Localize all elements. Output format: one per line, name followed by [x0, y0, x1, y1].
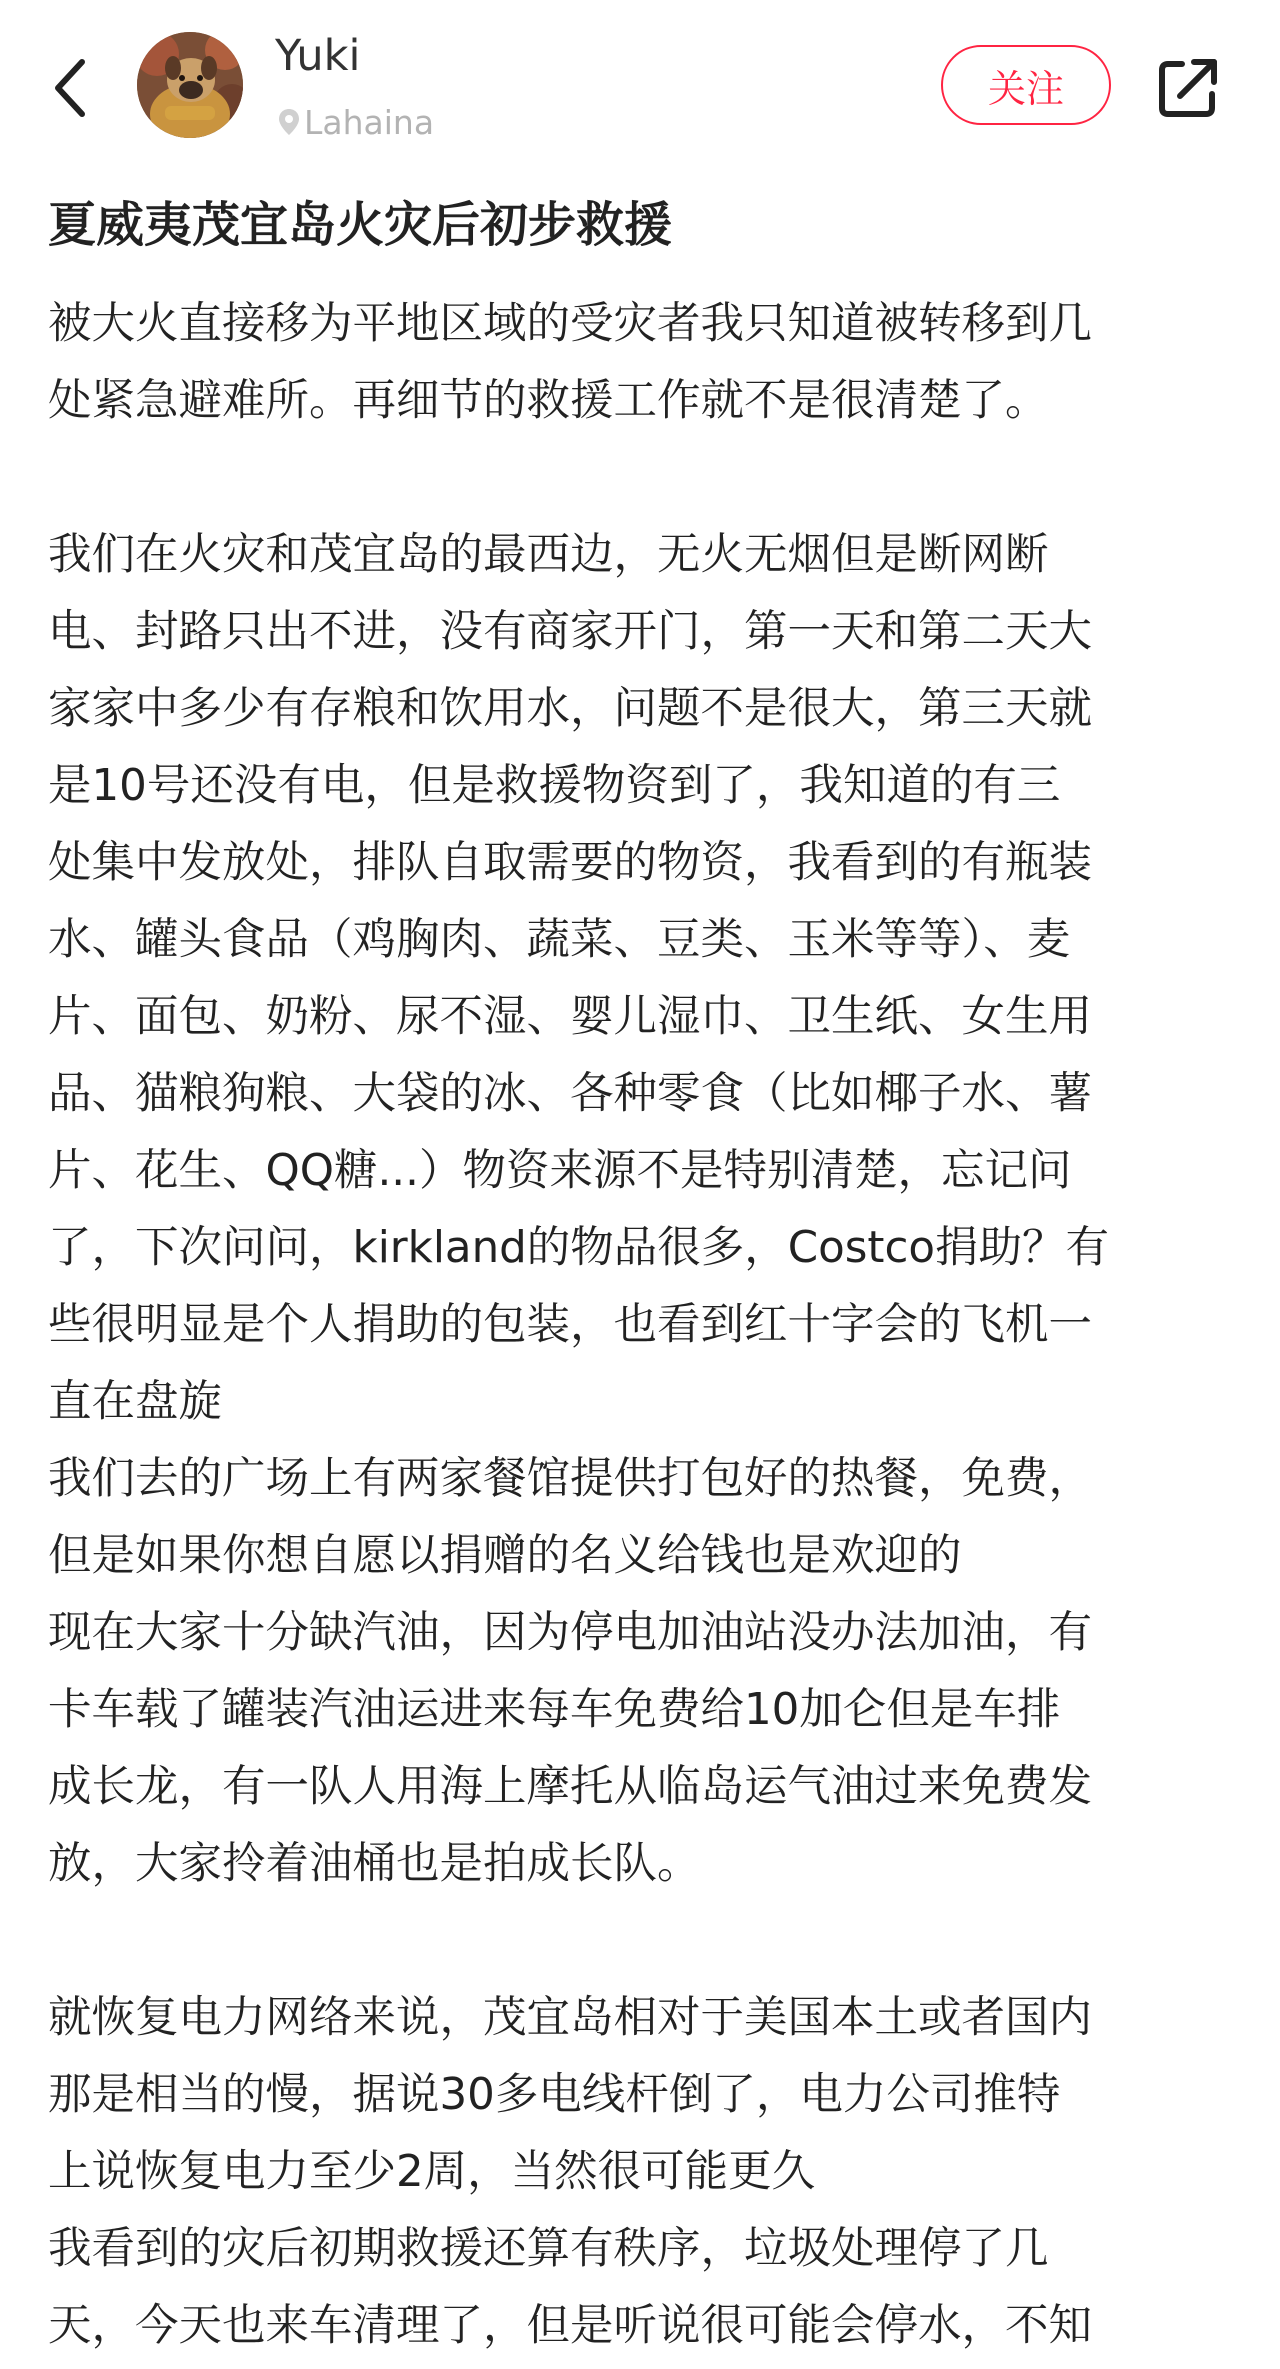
body-line: 处集中发放处，排队自取需要的物资，我看到的有瓶装	[48, 838, 1092, 888]
body-line: 了，下次问问，kirkland的物品很多，Costco捐助？有	[48, 1223, 1110, 1273]
body-line: 品、猫粮狗粮、大袋的冰、各种零食（比如椰子水、薯	[48, 1069, 1092, 1119]
body-line: 我们去的广场上有两家餐馆提供打包好的热餐，免费，	[48, 1454, 1092, 1504]
avatar[interactable]	[137, 32, 243, 138]
body-line: 电、封路只出不进，没有商家开门，第一天和第二天大	[48, 607, 1092, 657]
post-header	[0, 0, 1280, 170]
post-body	[48, 286, 1233, 2365]
body-line: 直在盘旋	[48, 1377, 222, 1427]
paragraph-spacer	[48, 1903, 1233, 1980]
post-title: 夏威夷茂宜岛火灾后初步救援	[48, 197, 673, 253]
avatar-image	[137, 32, 243, 138]
body-line: 就恢复电力网络来说，茂宜岛相对于美国本土或者国内	[48, 1993, 1092, 2043]
body-line: 水、罐头食品（鸡胸肉、蔬菜、豆类、玉米等等）、麦	[48, 915, 1071, 965]
body-line: 处紧急避难所。再细节的救援工作就不是很清楚了。	[48, 376, 1049, 426]
body-line: 家家中多少有存粮和饮用水，问题不是很大，第三天就	[48, 684, 1092, 734]
body-line: 我看到的灾后初期救援还算有秩序，垃圾处理停了几	[48, 2224, 1049, 2274]
body-line: 卡车载了罐装汽油运进来每车免费给10加仑但是车排	[48, 1685, 1061, 1735]
back-button[interactable]	[40, 48, 100, 128]
body-line: 被大火直接移为平地区域的受灾者我只知道被转移到几	[48, 299, 1092, 349]
follow-button[interactable]: 关注	[941, 45, 1111, 125]
body-line: 那是相当的慢，据说30多电线杆倒了，电力公司推特	[48, 2070, 1061, 2120]
share-button[interactable]	[1152, 52, 1224, 124]
username[interactable]: Yuki	[275, 31, 361, 81]
body-line: 天，今天也来车清理了，但是听说很可能会停水，不知	[48, 2301, 1092, 2351]
body-line: 片、面包、奶粉、尿不湿、婴儿湿巾、卫生纸、女生用	[48, 992, 1092, 1042]
body-line: 是10号还没有电，但是救援物资到了，我知道的有三	[48, 761, 1061, 811]
chevron-left-icon	[52, 56, 88, 120]
body-line: 现在大家十分缺汽油，因为停电加油站没办法加油，有	[48, 1608, 1092, 1658]
body-line: 上说恢复电力至少2周，当然很可能更久	[48, 2147, 816, 2197]
share-icon	[1152, 52, 1224, 124]
body-line: 些很明显是个人捐助的包装，也看到红十字会的飞机一	[48, 1300, 1092, 1350]
paragraph-spacer	[48, 440, 1233, 517]
body-line: 成长龙，有一队人用海上摩托从临岛运气油过来免费发	[48, 1762, 1092, 1812]
map-pin-icon	[278, 108, 300, 136]
body-line: 放，大家拎着油桶也是拍成长队。	[48, 1839, 701, 1889]
body-line: 我们在火灾和茂宜岛的最西边，无火无烟但是断网断	[48, 530, 1049, 580]
location-tag[interactable]	[278, 100, 434, 144]
body-line: 但是如果你想自愿以捐赠的名义给钱也是欢迎的	[48, 1531, 962, 1581]
body-line: 片、花生、QQ糖...）物资来源不是特别清楚，忘记问	[48, 1146, 1072, 1196]
location-label: Lahaina	[304, 102, 435, 142]
